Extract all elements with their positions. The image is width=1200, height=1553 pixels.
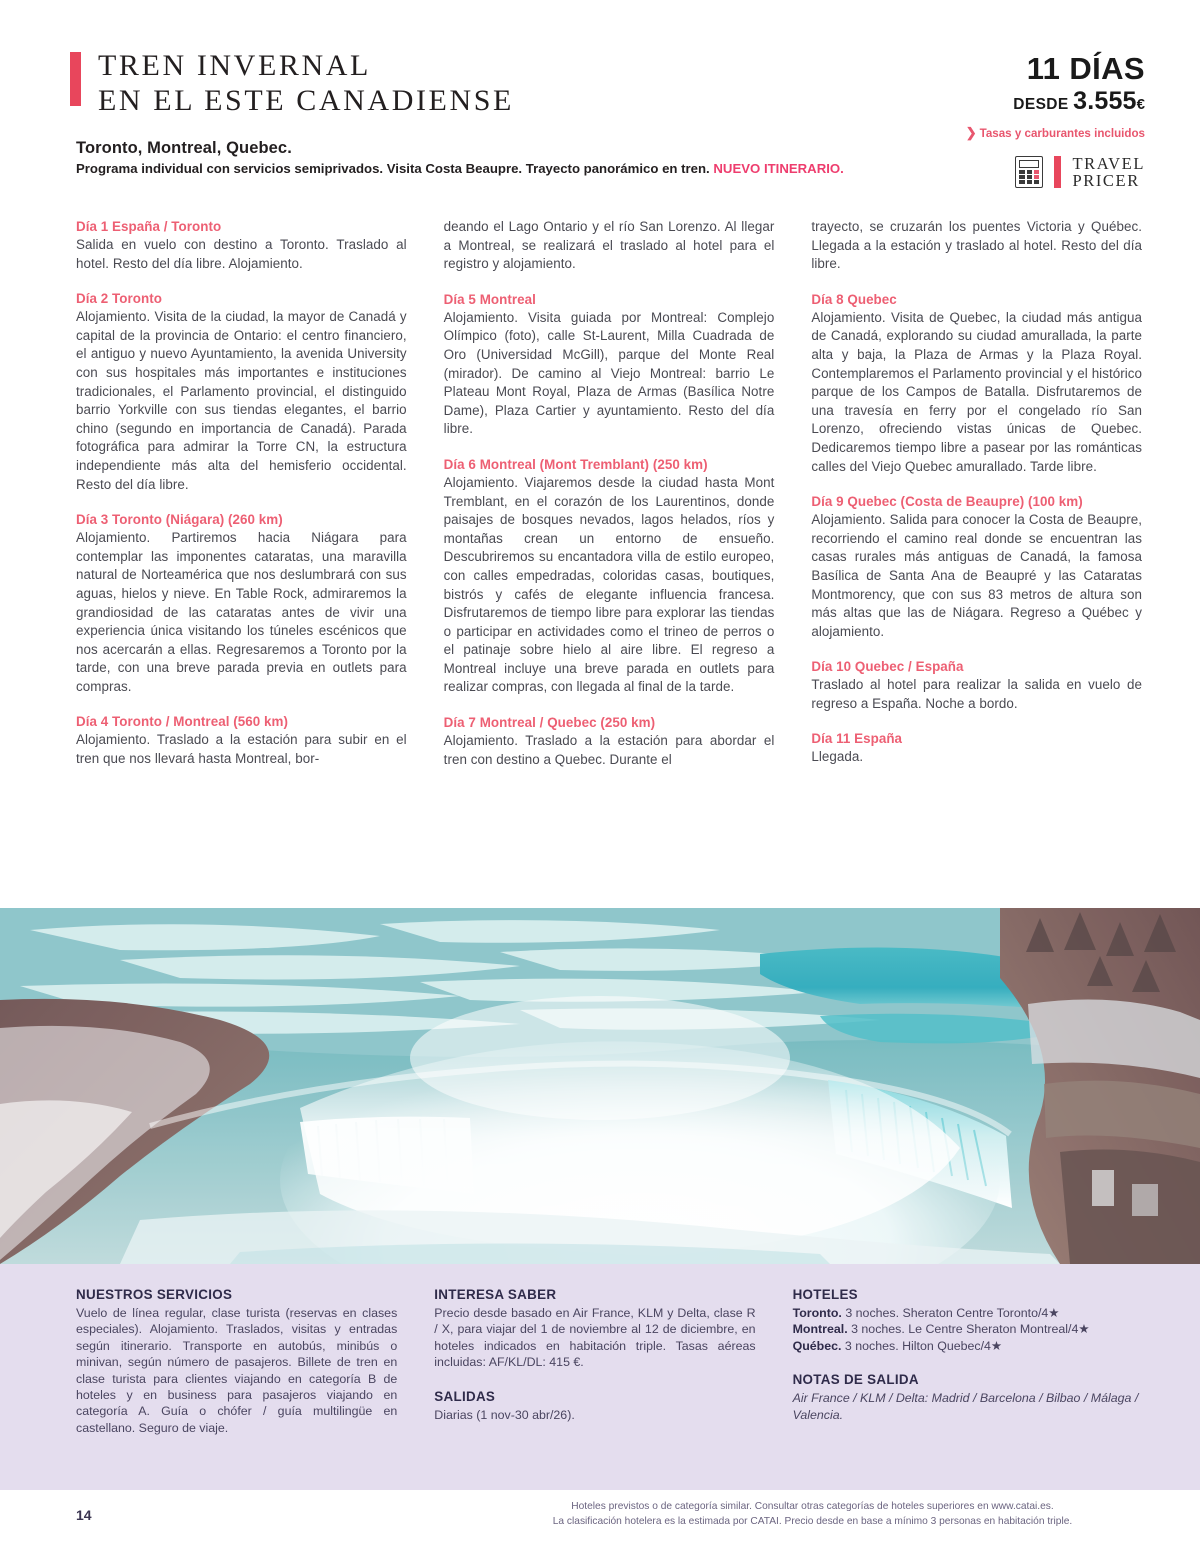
- page-header: [0, 0, 1200, 200]
- calc-key: [1019, 175, 1025, 179]
- day-title: Día 7 Montreal / Quebec (250 km): [443, 715, 656, 731]
- calc-key: [1027, 175, 1033, 179]
- brand-line-1: TRAVEL: [1072, 154, 1145, 173]
- services-text: Vuelo de línea regular, clase turista (reservas en clases especiales). Alojamiento. Traslados, visitas y entradas según itinerario. Transporte en autobús, minibús o minivan, según número de pasajeros. Billete de tren en clase turista para clientes viajando en categoría B de hoteles y en business para pasajeros viajando en categoría A. Guía o chófer / guía multilingüe en castellano. Seguro de viaje.: [76, 1306, 398, 1435]
- spacer: [434, 1371, 755, 1388]
- program-description-text: Programa individual con servicios semiprivados. Visita Costa Beaupre. Trayecto panorámico en tren.: [76, 161, 710, 176]
- price-row: [815, 87, 1145, 119]
- calculator-screen: [1019, 160, 1039, 168]
- calculator-icon: [1015, 156, 1043, 188]
- price-amount: 3.555: [1073, 87, 1137, 115]
- hotel-row: [793, 1338, 1142, 1354]
- brand-accent-bar: [1054, 156, 1061, 188]
- legal-disclaimer: [480, 1500, 1145, 1529]
- notes-text: Air France / KLM / Delta: Madrid / Barcelona / Bilbao / Málaga / Valencia.: [792, 1391, 1139, 1422]
- calc-key: [1027, 170, 1033, 174]
- hotel-detail: 3 noches. Le Centre Sheraton Montreal/4★: [847, 1322, 1090, 1337]
- day-body: Salida en vuelo con destino a Toronto. Traslado al hotel. Resto del día libre. Alojamiento.: [76, 237, 407, 271]
- day-body: Alojamiento. Traslado a la estación para subir en el tren que nos llevará hasta Montreal, bor-: [76, 732, 407, 767]
- hotel-detail: 3 noches. Sheraton Centre Toronto/4★: [841, 1306, 1060, 1320]
- departures-heading: SALIDAS: [434, 1388, 496, 1404]
- day-title: Día 11 España: [811, 731, 903, 747]
- day-body: Alojamiento. Visita de Quebec, la ciudad más antigua de Canadá, explorando su ciudad amurallada, la parte alta y baja, la Plaza de Armas y la Plaza Royal. Contemplaremos el Parlamento provincial y el histórico parque de los Campos de Batalla. Disfrutaremos de una travesía en ferry por el congelado río San Lorenzo, ofreciendo vistas únicas de Quebec. Dedicaremos tiempo libre a pasear por las románticas calles del Viejo Quebec amurallado. Tarde libre.: [811, 309, 1143, 474]
- day-title: Día 8 Quebec: [811, 291, 897, 307]
- travel-pricer-logo: [815, 155, 1145, 189]
- day-body: Alojamiento. Salida para conocer la Costa de Beaupre, recorriendo el camino real donde se encuentran las casas rurales más antiguas de Canadá, la famosa Basílica de Santa Ana de Beaupré y las Cataratas Montmorency, que con sus 83 metros de altura son más altas que las de Niágara. Regreso a Québec y alojamiento.: [811, 512, 1143, 639]
- itinerary-column-1: [76, 218, 407, 769]
- calc-key: [1034, 180, 1040, 184]
- day-title: Día 1 España / Toronto: [76, 219, 222, 234]
- day-title: Día 10 Quebec / España: [811, 659, 964, 675]
- page-number: 14: [76, 1507, 92, 1523]
- hotel-detail: 3 noches. Hilton Quebec/4★: [841, 1338, 1003, 1353]
- chevron-right-icon: ❯: [965, 125, 977, 140]
- spacer: [793, 1354, 1142, 1371]
- departures-text: Diarias (1 nov-30 abr/26).: [434, 1407, 575, 1422]
- trip-duration: 11 DÍAS: [1026, 51, 1145, 86]
- title-line-2: EN EL ESTE CANADIENSE: [98, 84, 514, 117]
- hotels-heading: HOTELES: [792, 1287, 858, 1302]
- day-body: Alojamiento. Traslado a la estación para abordar el tren con destino a Quebec. Durante el: [443, 733, 775, 767]
- day-title: Día 3 Toronto (Niágara) (260 km): [76, 512, 283, 528]
- brand-line-2: PRICER: [1072, 171, 1140, 190]
- day-title: Día 4 Toronto / Montreal (560 km): [76, 714, 288, 730]
- day-body: Alojamiento. Visita guiada por Montreal: Complejo Olímpico (foto), calle St-Laurent, Milla Cuadrada de Oro (Universidad McGill), parque del Monte Real (mirador). De camino al Viejo Montreal: barrio Le Plateau Mont Royal, Plaza de Armas (Basílica Notre Dame), Plaza Cartier y ayuntamiento. Resto del día libre.: [443, 309, 775, 437]
- title-accent-bar: [70, 52, 81, 106]
- hotel-row: [793, 1321, 1142, 1337]
- interest-section: [434, 1286, 755, 1436]
- day-body: Alojamiento. Partiremos hacia Niágara para contemplar las imponentes cataratas, una maravilla natural de Norteamérica que nos deslumbrará con sus aguas, hielos y nieve. En Table Rock, admiraremos la grandiosidad de las cataratas antes de vivir una experiencia única visitando los túneles escénicos que nos acercarán a ellas. Regresaremos a Toronto por la tarde, con una breve parada previa en outlets para compras.: [76, 530, 407, 694]
- hotel-city: Toronto.: [792, 1306, 842, 1320]
- calc-key: [1034, 170, 1040, 174]
- destination-cities: Toronto, Montreal, Quebec.: [76, 139, 292, 157]
- services-section: [76, 1286, 397, 1436]
- itinerary-columns: [76, 218, 1142, 769]
- niagara-falls-photo: [0, 908, 1200, 1264]
- day-body: Traslado al hotel para realizar la salida en vuelo de regreso a España. Noche a bordo.: [811, 677, 1143, 711]
- day-title: Día 2 Toronto: [76, 291, 162, 307]
- legal-line-1: Hoteles previstos o de categoría similar. Consultar otras categorías de hoteles superiores en www.catai.es.: [571, 1501, 1054, 1512]
- day-body: Alojamiento. Viajaremos desde la ciudad hasta Mont Tremblant, en el corazón de los Laurentinos, donde paisajes de bosques nevados, lagos helados, ríos y montañas crean un entorno de ensueño. Descubriremos su encantadora villa de estilo europeo, con calles empedradas, coloridas casas, boutiques, bistrós y cafés de elegante influencia francesa. Disfrutaremos de tiempo libre para explorar las tiendas o participar en actividades como el trineo de perros o el patinaje sobre hielo al aire libre. El regreso a Montreal incluye una breve parada en outlets para realizar compras, con llegada al final de la tarde.: [443, 474, 775, 695]
- page-bottom-bar: [0, 1490, 1200, 1553]
- calc-key: [1027, 180, 1033, 184]
- calc-key: [1019, 180, 1025, 184]
- brand-name: [1072, 155, 1145, 189]
- hotels-section: [793, 1286, 1142, 1436]
- new-itinerary-badge: NUEVO ITINERARIO.: [713, 161, 844, 176]
- day-body-continued: deando el Lago Ontario y el río San Lorenzo. Al llegar a Montreal, se realizará el traslado al hotel para el registro y alojamiento.: [443, 219, 775, 272]
- taxes-included-note: [815, 125, 1145, 141]
- photo-illustration: [0, 908, 1200, 1264]
- price-currency: €: [1136, 96, 1145, 113]
- itinerary-column-2: [444, 218, 775, 769]
- taxes-included-text: Tasas y carburantes incluidos: [979, 127, 1145, 140]
- calc-key: [1034, 175, 1040, 179]
- day-body-continued: trayecto, se cruzarán los puentes Victoria y Québec. Llegada a la estación y traslado al hotel. Resto del día libre.: [811, 219, 1143, 272]
- title-lines: [98, 48, 514, 118]
- day-title: Día 9 Quebec (Costa de Beaupre) (100 km): [811, 494, 1083, 510]
- hotel-city: Québec.: [792, 1338, 842, 1353]
- calculator-keys: [1019, 170, 1039, 184]
- price-from-label: DESDE: [1013, 96, 1069, 113]
- hotel-city: Montreal.: [792, 1322, 848, 1337]
- calc-key: [1019, 170, 1025, 174]
- subtitle-block: [76, 138, 936, 178]
- interest-heading: INTERESA SABER: [434, 1287, 557, 1302]
- footer-info-panel: [0, 1264, 1200, 1490]
- page-title: [70, 48, 514, 118]
- title-line-1: TREN INVERNAL: [98, 49, 371, 82]
- itinerary-column-3: [811, 218, 1142, 769]
- services-heading: NUESTROS SERVICIOS: [76, 1287, 233, 1302]
- legal-line-2: La clasificación hotelera es la estimada por CATAI. Precio desde en base a mínimo 3 personas en habitación triple.: [552, 1515, 1073, 1527]
- notes-heading: NOTAS DE SALIDA: [792, 1372, 919, 1388]
- day-body: Alojamiento. Visita de la ciudad, la mayor de Canadá y capital de la provincia de Ontario: el centro financiero, el antiguo y nuevo Ayuntamiento, la avenida University con sus hospitales más importantes e instituciones tradicionales, el Parlamento provincial, el distinguido barrio Yorkville con sus tiendas elegantes, el barrio chino (segundo en importancia de Canadá). Parada fotográfica para admirar la Torre CN, la estructura independiente más alta del hemisferio occidental. Resto del día libre.: [76, 309, 407, 492]
- program-description: [76, 160, 936, 178]
- price-block: [815, 52, 1145, 189]
- day-body: Llegada.: [811, 749, 864, 765]
- footer-columns: [76, 1286, 1142, 1436]
- day-title: Día 6 Montreal (Mont Tremblant) (250 km): [443, 456, 708, 472]
- day-title: Día 5 Montreal: [443, 291, 536, 307]
- interest-text: Precio desde basado en Air France, KLM y Delta, clase R / X, para viajar del 1 de noviembre al 12 de diciembre, en hoteles indicados en habitación triple. Tasas aéreas incluidas: AF/KL/DL: 415 €.: [434, 1306, 756, 1370]
- hotel-row: [793, 1305, 1142, 1321]
